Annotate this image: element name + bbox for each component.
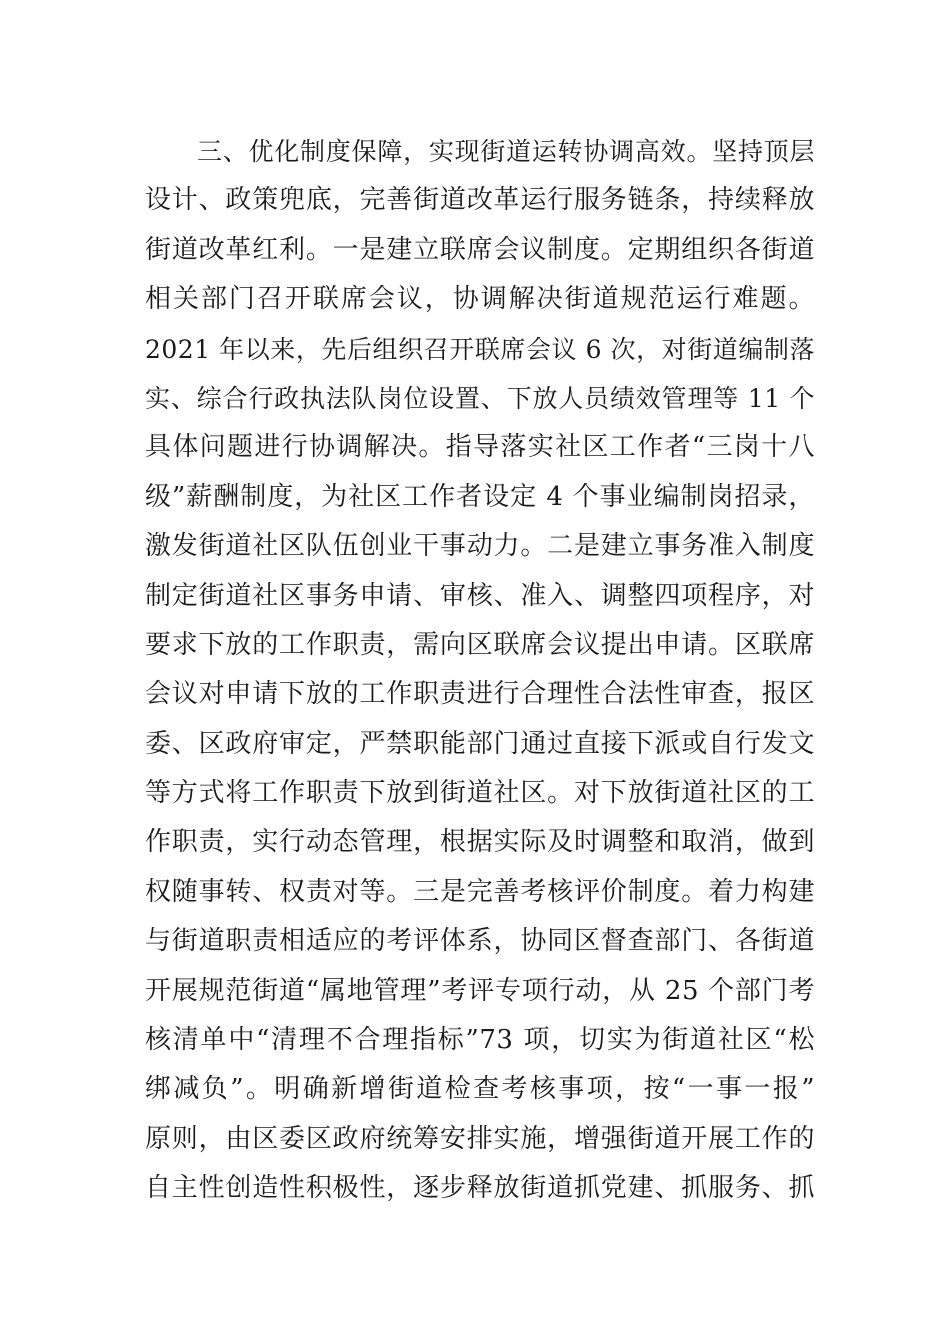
paragraph-line: 与街道职责相适应的考评体系，协同区督查部门、各街道: [145, 926, 815, 957]
paragraph-line: 具体问题进行协调解决。指导落实社区工作者“三岗十八: [145, 432, 815, 463]
paragraph-line: 权随事转、权责对等。三是完善考核评价制度。着力构建: [145, 876, 815, 907]
paragraph-line: 绑减负”。明确新增街道检查考核事项，按“一事一报”: [145, 1074, 815, 1105]
paragraph-line: 开展规范街道“属地管理”考评专项行动，从 25 个部门考: [145, 975, 815, 1006]
paragraph-line: 作职责，实行动态管理，根据实际及时调整和取消，做到: [145, 827, 815, 858]
paragraph-line: 会议对申请下放的工作职责进行合理性合法性审查，报区: [145, 679, 815, 710]
paragraph-line: 三、优化制度保障，实现街道运转协调高效。坚持顶层: [197, 137, 815, 166]
paragraph-line: 街道改革红利。一是建立联席会议制度。定期组织各街道: [145, 234, 815, 265]
paragraph-line: 核清单中“清理不合理指标”73 项，切实为街道社区“松: [145, 1025, 815, 1056]
paragraph-line: 等方式将工作职责下放到街道社区。对下放街道社区的工: [145, 778, 815, 809]
paragraph-line: 激发街道社区队伍创业干事动力。二是建立事务准入制度: [145, 531, 815, 562]
paragraph-line: 委、区政府审定，严禁职能部门通过直接下派或自行发文: [145, 728, 815, 759]
paragraph-line: 2021 年以来，先后组织召开联席会议 6 次，对街道编制落: [145, 334, 815, 364]
paragraph-line: 要求下放的工作职责，需向区联席会议提出申请。区联席: [145, 629, 815, 660]
paragraph-line: 级”薪酬制度，为社区工作者设定 4 个事业编制岗招录，: [145, 481, 815, 512]
paragraph-line: 自主性创造性积极性，逐步释放街道抓党建、抓服务、抓: [145, 1173, 815, 1204]
body-paragraph: [145, 127, 815, 1214]
paragraph-line: 制定街道社区事务申请、审核、准入、调整四项程序，对: [145, 580, 815, 611]
paragraph-line: 原则，由区委区政府统筹安排实施，增强街道开展工作的: [145, 1123, 815, 1154]
paragraph-line: 相关部门召开联席会议，协调解决街道规范运行难题。: [145, 284, 815, 315]
paragraph-line: 设计、政策兜底，完善街道改革运行服务链条，持续释放: [145, 185, 815, 216]
paragraph-line: 实、综合行政执法队岗位设置、下放人员绩效管理等 11 个: [145, 383, 815, 413]
